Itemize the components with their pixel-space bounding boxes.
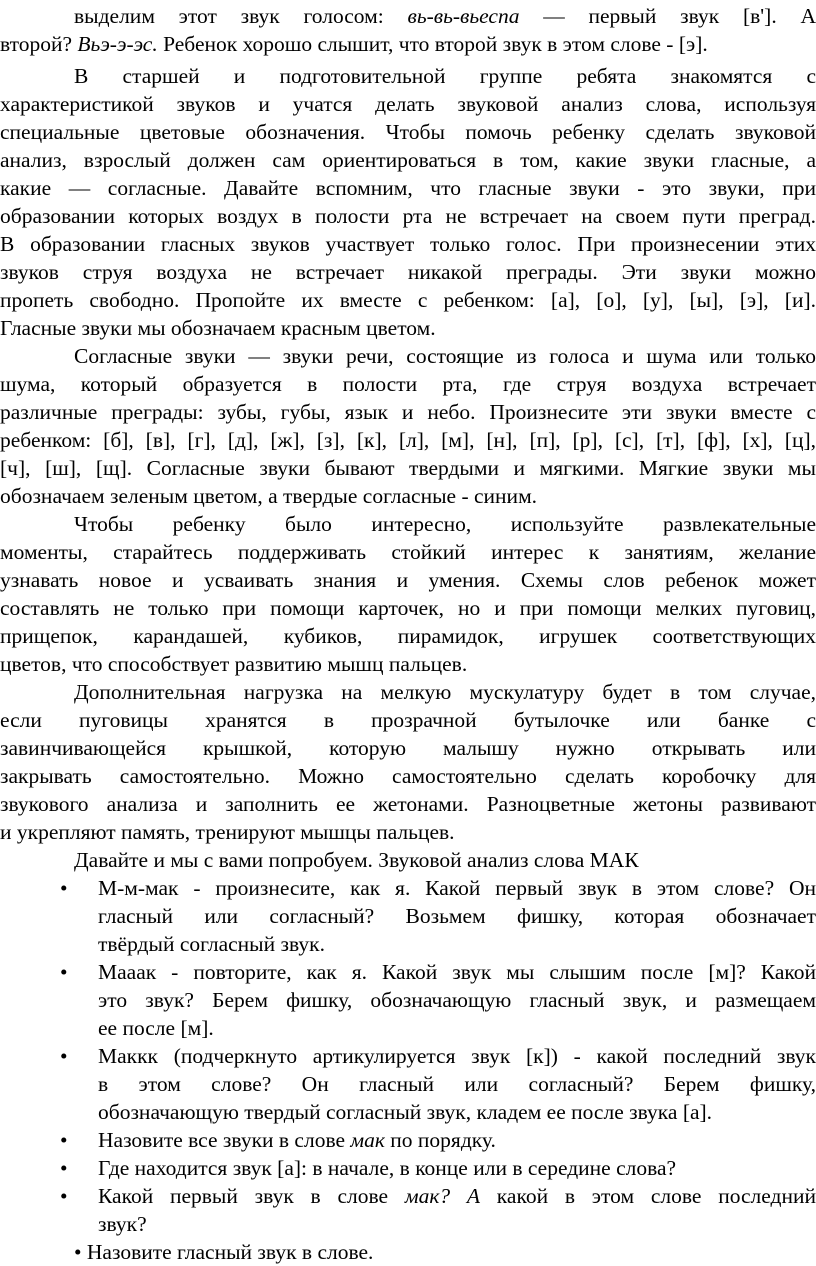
- bullet-marker: •: [60, 1128, 68, 1152]
- text-line: второй? Вьэ-э-эс. Ребенок хорошо слышит, что второй звук в этом слове - [э].: [0, 32, 708, 56]
- text-line: шума, который образуется в полости рта, где струя воздуха встречает: [0, 372, 816, 396]
- text-line: [ч], [ш], [щ]. Согласные звуки бывают твердыми и мягкими. Мягкие звуки мы: [0, 456, 816, 480]
- text-line: узнавать новое и усваивать знания и умения. Схемы слов ребенок может: [0, 568, 816, 592]
- text-line: Гласные звуки мы обозначаем красным цветом.: [0, 316, 436, 340]
- text-line: завинчивающейся крышкой, которую малышу нужно открывать или: [0, 736, 816, 760]
- text-line: ребенком: [б], [в], [г], [д], [ж], [з], [к], [л], [м], [н], [п], [р], [с], [т], [ф], [х], [ц],: [0, 428, 816, 452]
- text-line: если пуговицы хранятся в прозрачной бутылочке или банке с: [0, 708, 816, 732]
- text-line: выделим этот звук голосом: вь-вь-вьеспа — первый звук [в']. А: [74, 4, 816, 28]
- text-line: анализ, взрослый должен сам ориентироваться в том, какие звуки гласные, а: [0, 148, 816, 172]
- bullet-marker: •: [60, 876, 68, 900]
- list-item-line: звук?: [98, 1212, 147, 1236]
- bullet-marker: •: [60, 1156, 68, 1180]
- text-line: составлять не только при помощи карточек, но и при помощи мелких пуговиц,: [0, 596, 816, 620]
- list-item-line: в этом слове? Он гласный или согласный? Берем фишку,: [98, 1072, 816, 1096]
- text-line: пропеть свободно. Пропойте их вместе с ребенком: [а], [о], [у], [ы], [э], [и].: [0, 288, 816, 312]
- text-line: звукового анализа и заполнить ее жетонами. Разноцветные жетоны развивают: [0, 792, 816, 816]
- list-item-line: Мааак - повторите, как я. Какой звук мы слышим после [м]? Какой: [98, 960, 816, 984]
- list-item-line: гласный или согласный? Возьмем фишку, которая обозначает: [98, 904, 816, 928]
- list-item-line: твёрдый согласный звук.: [98, 932, 325, 956]
- text-line: закрывать самостоятельно. Можно самостоятельно сделать коробочку для: [0, 764, 816, 788]
- list-item-line: Где находится звук [а]: в начале, в конце или в середине слова?: [98, 1156, 677, 1180]
- text-line: Дополнительная нагрузка на мелкую мускулатуру будет в том случае,: [74, 680, 816, 704]
- list-item-line: Маккк (подчеркнуто артикулируется звук [к]) - какой последний звук: [98, 1044, 816, 1068]
- bullet-marker: •: [60, 1184, 68, 1208]
- text-line: характеристикой звуков и учатся делать звуковой анализ слова, используя: [0, 92, 816, 116]
- list-item-line: обозначающую твердый согласный звук, кладем ее после звука [а].: [98, 1100, 713, 1124]
- list-item-line: ее после [м].: [98, 1016, 214, 1040]
- text-line: Согласные звуки — звуки речи, состоящие из голоса и шума или только: [74, 344, 816, 368]
- text-line: цветов, что способствует развитию мышц пальцев.: [0, 652, 468, 676]
- text-line: В образовании гласных звуков участвует только голос. При произнесении этих: [0, 232, 816, 256]
- bullet-marker: •: [60, 1044, 68, 1068]
- text-line: Чтобы ребенку было интересно, используйте развлекательные: [74, 512, 816, 536]
- list-item-line: это звук? Берем фишку, обозначающую гласный звук, и размещаем: [98, 988, 816, 1012]
- list-item-line: Назовите все звуки в слове мак по порядку.: [98, 1128, 496, 1152]
- text-line: прищепок, карандашей, кубиков, пирамидок, игрушек соответствующих: [0, 624, 816, 648]
- list-item-line: М-м-мак - произнесите, как я. Какой первый звук в этом слове? Он: [98, 876, 816, 900]
- text-line: моменты, старайтесь поддерживать стойкий интерес к занятиям, желание: [0, 540, 816, 564]
- bullet-marker: •: [60, 960, 68, 984]
- text-line: • Назовите гласный звук в слове.: [74, 1240, 374, 1264]
- text-line: различные преграды: зубы, губы, язык и небо. Произнесите эти звуки вместе с: [0, 400, 816, 424]
- text-line: Давайте и мы с вами попробуем. Звуковой анализ слова МАК: [74, 848, 639, 872]
- text-line: звуков струя воздуха не встречает никакой преграды. Эти звуки можно: [0, 260, 816, 284]
- list-item-line: Какой первый звук в слове мак? А какой в этом слове последний: [98, 1184, 816, 1208]
- text-line: обозначаем зеленым цветом, а твердые согласные - синим.: [0, 484, 538, 508]
- text-line: образовании которых воздух в полости рта не встречает на своем пути преград.: [0, 204, 816, 228]
- text-line: В старшей и подготовительной группе ребята знакомятся с: [74, 64, 816, 88]
- text-line: специальные цветовые обозначения. Чтобы помочь ребенку сделать звуковой: [0, 120, 816, 144]
- text-line: и укрепляют память, тренируют мышцы пальцев.: [0, 820, 455, 844]
- text-line: какие — согласные. Давайте вспомним, что гласные звуки - это звуки, при: [0, 176, 816, 200]
